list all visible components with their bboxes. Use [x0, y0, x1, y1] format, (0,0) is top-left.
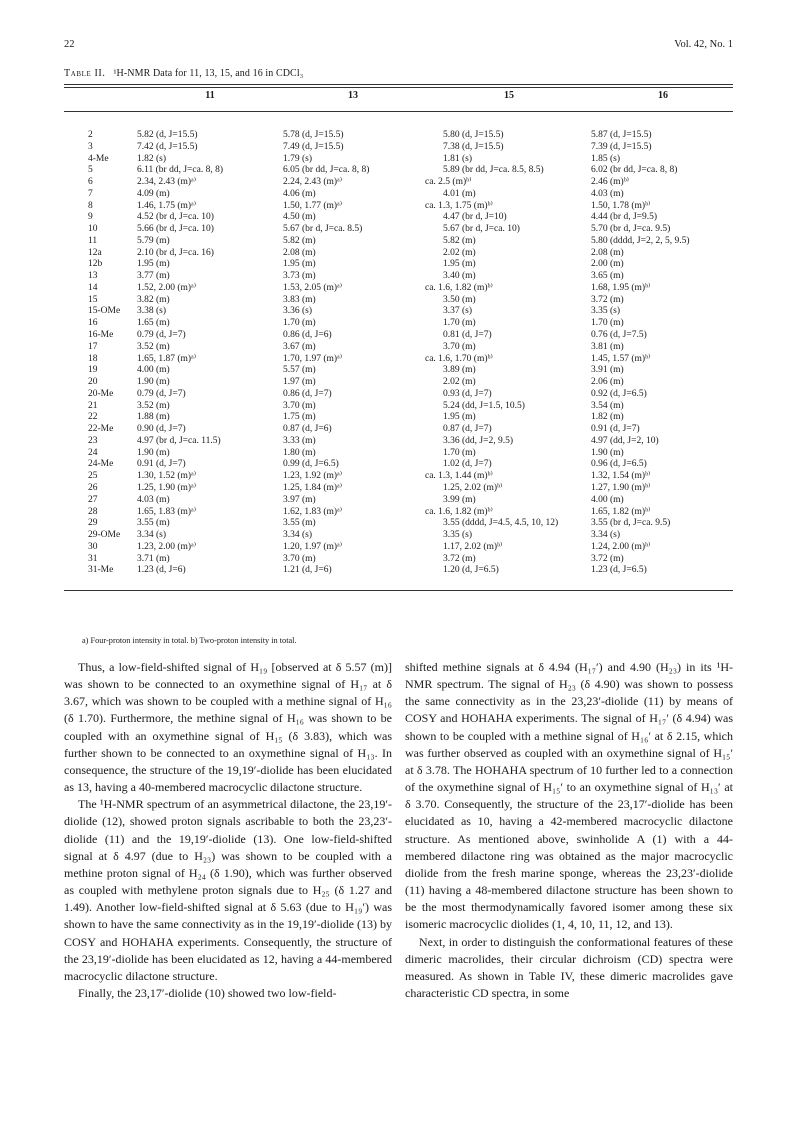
shift-cell-15: 3.99 (m): [443, 494, 476, 505]
shift-cell-15: 1.95 (m): [443, 259, 476, 270]
shift-cell-16: 4.03 (m): [591, 188, 624, 199]
table-top-rule-double: [64, 87, 733, 88]
table-row: [64, 224, 733, 236]
position-cell: 25: [88, 471, 98, 482]
table-row: [64, 248, 733, 260]
position-cell: 15-OMe: [88, 306, 121, 317]
shift-cell-11: 3.38 (s): [137, 306, 167, 317]
shift-cell-15: 0.87 (d, J=7): [443, 424, 492, 435]
shift-cell-16: 1.32, 1.54 (m)ᵇ⁾: [591, 471, 651, 482]
shift-cell-15: 1.02 (d, J=7): [443, 459, 492, 470]
shift-cell-15: ca. 1.6, 1.70 (m)ᵇ⁾: [425, 353, 493, 364]
shift-cell-15: 5.67 (br d, J=ca. 10): [443, 224, 520, 235]
shift-cell-13: 1.25, 1.84 (m)ᵃ⁾: [283, 482, 343, 493]
shift-cell-11: 4.97 (br d, J=ca. 11.5): [137, 435, 221, 446]
shift-cell-15: 3.72 (m): [443, 553, 476, 564]
table-row: [64, 518, 733, 530]
table-header: [64, 90, 733, 104]
shift-cell-16: 5.80 (dddd, J=2, 2, 5, 9.5): [591, 235, 690, 246]
shift-cell-15: 3.55 (dddd, J=4.5, 4.5, 10, 12): [443, 518, 559, 529]
position-cell: 13: [88, 271, 98, 282]
shift-cell-13: 5.82 (m): [283, 235, 316, 246]
position-cell: 31-Me: [88, 565, 114, 576]
shift-cell-16: 3.65 (m): [591, 271, 624, 282]
shift-cell-13: 1.95 (m): [283, 259, 316, 270]
table-row: [64, 448, 733, 460]
table-row: [64, 154, 733, 166]
table-row: [64, 177, 733, 189]
table-row: [64, 389, 733, 401]
shift-cell-11: 3.52 (m): [137, 341, 170, 352]
shift-cell-11: 3.52 (m): [137, 400, 170, 411]
shift-cell-11: 4.00 (m): [137, 365, 170, 376]
position-cell: 18: [88, 353, 98, 364]
body-column-left: [64, 659, 392, 1002]
shift-cell-15: 2.02 (m): [443, 377, 476, 388]
table-row: [64, 412, 733, 424]
shift-cell-11: 3.34 (s): [137, 530, 167, 541]
shift-cell-15: 5.24 (dd, J=1.5, 10.5): [443, 400, 525, 411]
table-row: [64, 377, 733, 389]
table-row: [64, 530, 733, 542]
shift-cell-11: 1.82 (s): [137, 153, 167, 164]
table-row: [64, 365, 733, 377]
shift-cell-16: 3.34 (s): [591, 530, 621, 541]
shift-cell-13: 1.50, 1.77 (m)ᵃ⁾: [283, 200, 343, 211]
shift-cell-11: 0.91 (d, J=7): [137, 459, 186, 470]
shift-cell-15: 4.47 (br d, J=10): [443, 212, 507, 223]
body-paragraph: shifted methine signals at δ 4.94 (H₁₇′) and 4.90 (H₂₃) in its ¹H-NMR spectrum. The signal of H₂₃ (δ 4.90) was shown to possess the same connectivity as in the 23,23′-diolide (11) by means of COSY and HOHAHA experiments. The signal of H₁₇′ (δ 4.94) was shown to be coupled with a methine signal of H₁₆′ at δ 2.15, which was further observed as coupled with an oxymethine signal of H₁₅′ at δ 3.78. The HOHAHA spectrum of 10 further led to a connection of the oxymethine signal of H₁₅′ to an oxymethine signal of H₁₃′ at δ 3.70. Consequently, the structure of the 23,17′-diolide has been elucidated as 10, having a 42-membered macrocyclic dilactone structure. As mentioned above, swinholide A (1) with a 44-membered dilactone ring was obtained as the major macrocyclic diolide from the fresh marine sponge, whereas the 23,23′-diolide (11) having a 48-membered dilactone structure has been shown to be the most thermodynamically favored isomer among these six isomeric macrocyclic diolides (1, 4, 10, 11, 12, and 13).: [405, 660, 733, 932]
shift-cell-11: 1.30, 1.52 (m)ᵃ⁾: [137, 471, 197, 482]
shift-cell-15: 3.35 (s): [443, 530, 473, 541]
shift-cell-11: 1.52, 2.00 (m)ᵃ⁾: [137, 282, 197, 293]
table-row: [64, 507, 733, 519]
shift-cell-11: 1.46, 1.75 (m)ᵃ⁾: [137, 200, 197, 211]
shift-cell-15: 3.50 (m): [443, 294, 476, 305]
position-cell: 14: [88, 282, 98, 293]
shift-cell-13: 3.34 (s): [283, 530, 313, 541]
shift-cell-13: 4.06 (m): [283, 188, 316, 199]
shift-cell-13: 1.62, 1.83 (m)ᵃ⁾: [283, 506, 343, 517]
table-bottom-rule: [64, 590, 733, 591]
shift-cell-16: 1.50, 1.78 (m)ᵇ⁾: [591, 200, 651, 211]
body-paragraph: Next, in order to distinguish the conformational features of these dimeric macrolides, their circular dichroism (CD) spectra were measured. As shown in Table IV, these dimeric macrolides gave characteristic CD spectra, in some: [405, 934, 733, 1000]
shift-cell-16: 0.92 (d, J=6.5): [591, 388, 647, 399]
shift-cell-15: 1.25, 2.02 (m)ᵇ⁾: [443, 482, 503, 493]
shift-cell-11: 1.25, 1.90 (m)ᵃ⁾: [137, 482, 197, 493]
position-cell: 4-Me: [88, 153, 109, 164]
shift-cell-11: 1.23, 2.00 (m)ᵃ⁾: [137, 541, 197, 552]
shift-cell-16: 0.91 (d, J=7): [591, 424, 640, 435]
position-cell: 20-Me: [88, 388, 114, 399]
shift-cell-13: 0.87 (d, J=6): [283, 424, 332, 435]
position-cell: 16-Me: [88, 330, 114, 341]
table-row: [64, 212, 733, 224]
table-row: [64, 401, 733, 413]
table-row: [64, 436, 733, 448]
body-paragraph: Finally, the 23,17′-diolide (10) showed two low-field-: [78, 985, 337, 1000]
shift-cell-13: 3.70 (m): [283, 400, 316, 411]
table-row: [64, 259, 733, 271]
shift-cell-13: 5.67 (br d, J=ca. 8.5): [283, 224, 363, 235]
position-cell: 24: [88, 447, 98, 458]
column-header-16: 16: [658, 90, 668, 101]
shift-cell-16: 1.45, 1.57 (m)ᵇ⁾: [591, 353, 651, 364]
position-cell: 7: [88, 188, 93, 199]
position-cell: 28: [88, 506, 98, 517]
position-cell: 29: [88, 518, 98, 529]
shift-cell-11: 1.65, 1.83 (m)ᵃ⁾: [137, 506, 197, 517]
position-cell: 8: [88, 200, 93, 211]
shift-cell-11: 7.42 (d, J=15.5): [137, 141, 198, 152]
position-cell: 19: [88, 365, 98, 376]
table-row: [64, 318, 733, 330]
position-cell: 15: [88, 294, 98, 305]
table-row: [64, 542, 733, 554]
position-cell: 21: [88, 400, 98, 411]
table-row: [64, 342, 733, 354]
shift-cell-15: ca. 1.6, 1.82 (m)ᵇ⁾: [425, 282, 493, 293]
table-row: [64, 424, 733, 436]
shift-cell-15: 3.37 (s): [443, 306, 473, 317]
shift-cell-16: 2.06 (m): [591, 377, 624, 388]
shift-cell-15: 5.82 (m): [443, 235, 476, 246]
shift-cell-15: 5.89 (br dd, J=ca. 8.5, 8.5): [443, 165, 544, 176]
table-row: [64, 165, 733, 177]
position-cell: 27: [88, 494, 98, 505]
shift-cell-15: 3.70 (m): [443, 341, 476, 352]
shift-cell-13: 1.70 (m): [283, 318, 316, 329]
shift-cell-13: 0.99 (d, J=6.5): [283, 459, 339, 470]
shift-cell-13: 3.55 (m): [283, 518, 316, 529]
table-row: [64, 459, 733, 471]
shift-cell-16: 3.54 (m): [591, 400, 624, 411]
table-footnote: a) Four-proton intensity in total. b) Two-proton intensity in total.: [82, 636, 297, 645]
shift-cell-11: 1.90 (m): [137, 447, 170, 458]
table-row: [64, 471, 733, 483]
body-paragraph: The ¹H-NMR spectrum of an asymmetrical dilactone, the 23,19′-diolide (12), showed proton signals ascribable to both the 23,23′-diolide (11) and the 19,19′-diolide (13). One low-field-shifted signal at δ 4.97 (due to H₂₃) was shown to be coupled with a methine proton signal of H₂₄ (δ 1.90), which was further observed as coupled with methylene proton signals due to H₂₅ (δ 1.27 and 1.49). Another low-field-shifted signal at δ 5.63 (due to H₁₉′) was shown to have the same connectivity as in the 19,19′-diolide (13) by COSY and HOHAHA experiments. Consequently, the structure of the 23,19′-diolide has been elucidated as 12, having a 44-membered macrocyclic dilactone structure.: [64, 797, 392, 983]
table-row: [64, 283, 733, 295]
shift-cell-16: 1.23 (d, J=6.5): [591, 565, 647, 576]
shift-cell-15: 1.81 (s): [443, 153, 473, 164]
position-cell: 11: [88, 235, 98, 246]
position-cell: 6: [88, 177, 93, 188]
shift-cell-16: 5.87 (d, J=15.5): [591, 130, 652, 140]
table-row: [64, 483, 733, 495]
shift-cell-13: 1.80 (m): [283, 447, 316, 458]
shift-cell-11: 1.23 (d, J=6): [137, 565, 186, 576]
shift-cell-11: 5.82 (d, J=15.5): [137, 130, 198, 140]
shift-cell-13: 3.36 (s): [283, 306, 313, 317]
shift-cell-16: 3.72 (m): [591, 294, 624, 305]
shift-cell-13: 5.78 (d, J=15.5): [283, 130, 344, 140]
position-cell: 30: [88, 541, 98, 552]
shift-cell-16: 1.68, 1.95 (m)ᵇ⁾: [591, 282, 651, 293]
table-row: [64, 236, 733, 248]
table-row: [64, 330, 733, 342]
shift-cell-11: 1.88 (m): [137, 412, 170, 423]
shift-cell-15: 1.70 (m): [443, 447, 476, 458]
shift-cell-16: 0.76 (d, J=7.5): [591, 330, 647, 341]
shift-cell-11: 3.55 (m): [137, 518, 170, 529]
table-caption: [64, 68, 303, 79]
shift-cell-16: 4.44 (br d, J=9.5): [591, 212, 658, 223]
position-cell: 22-Me: [88, 424, 114, 435]
shift-cell-13: 1.20, 1.97 (m)ᵃ⁾: [283, 541, 343, 552]
shift-cell-13: 3.97 (m): [283, 494, 316, 505]
shift-cell-15: 3.36 (dd, J=2, 9.5): [443, 435, 514, 446]
shift-cell-13: 3.67 (m): [283, 341, 316, 352]
shift-cell-15: 1.95 (m): [443, 412, 476, 423]
shift-cell-13: 0.86 (d, J=6): [283, 330, 332, 341]
position-cell: 12b: [88, 259, 103, 270]
shift-cell-16: 5.70 (br d, J=ca. 9.5): [591, 224, 671, 235]
shift-cell-15: ca. 1.3, 1.44 (m)ᵇ⁾: [425, 471, 493, 482]
table-row: [64, 271, 733, 283]
shift-cell-16: 1.82 (m): [591, 412, 624, 423]
shift-cell-11: 1.65, 1.87 (m)ᵃ⁾: [137, 353, 197, 364]
running-head: [64, 39, 733, 53]
shift-cell-16: 3.81 (m): [591, 341, 624, 352]
shift-cell-15: 0.81 (d, J=7): [443, 330, 492, 341]
shift-cell-13: 0.86 (d, J=7): [283, 388, 332, 399]
shift-cell-16: 1.24, 2.00 (m)ᵇ⁾: [591, 541, 651, 552]
shift-cell-11: 4.03 (m): [137, 494, 170, 505]
shift-cell-16: 6.02 (br dd, J=ca. 8, 8): [591, 165, 678, 176]
shift-cell-13: 2.08 (m): [283, 247, 316, 258]
shift-cell-13: 1.53, 2.05 (m)ᵃ⁾: [283, 282, 343, 293]
shift-cell-13: 1.70, 1.97 (m)ᵃ⁾: [283, 353, 343, 364]
table-row: [64, 142, 733, 154]
shift-cell-15: 5.80 (d, J=15.5): [443, 130, 504, 140]
shift-cell-11: 3.77 (m): [137, 271, 170, 282]
shift-cell-11: 0.79 (d, J=7): [137, 330, 186, 341]
shift-cell-16: 4.97 (dd, J=2, 10): [591, 435, 659, 446]
shift-cell-15: ca. 1.3, 1.75 (m)ᵇ⁾: [425, 200, 493, 211]
table-row: [64, 130, 733, 142]
body-column-right: [405, 659, 733, 1002]
table-row: [64, 354, 733, 366]
table-title: ¹H-NMR Data for 11, 13, 15, and 16 in CDCl₃: [113, 68, 304, 79]
shift-cell-11: 5.66 (br d, J=ca. 10): [137, 224, 214, 235]
table-row: [64, 554, 733, 566]
table-label: Table II.: [64, 68, 106, 79]
shift-cell-13: 4.50 (m): [283, 212, 316, 223]
shift-cell-16: 0.96 (d, J=6.5): [591, 459, 647, 470]
position-cell: 26: [88, 482, 98, 493]
shift-cell-13: 5.57 (m): [283, 365, 316, 376]
shift-cell-16: 3.72 (m): [591, 553, 624, 564]
body-paragraph: Thus, a low-field-shifted signal of H₁₉ [observed at δ 5.57 (m)] was shown to be connected to an oxymethine signal of H₁₇ at δ 3.67, which was shown to be coupled with a methine signal of H₁₆ (δ 1.70). Furthermore, the methine signal of H₁₆ was shown to be coupled with an oxymethine signal of H₁₅ (δ 3.83), which was further shown to be connected to an oxymethine signal of H₁₃. In consequence, the structure of the 19,19′-diolide has been elucidated as 13, having a 40-membered macrocyclic dilactone structure.: [64, 660, 392, 795]
position-cell: 22: [88, 412, 98, 423]
table-row: [64, 306, 733, 318]
table-row: [64, 295, 733, 307]
nmr-data-table: [64, 130, 733, 577]
shift-cell-13: 1.75 (m): [283, 412, 316, 423]
shift-cell-11: 6.11 (br dd, J=ca. 8, 8): [137, 165, 224, 176]
shift-cell-13: 3.33 (m): [283, 435, 316, 446]
position-cell: 29-OMe: [88, 530, 121, 541]
shift-cell-15: 3.89 (m): [443, 365, 476, 376]
table-header-rule: [64, 111, 733, 112]
shift-cell-13: 3.83 (m): [283, 294, 316, 305]
shift-cell-15: 1.20 (d, J=6.5): [443, 565, 499, 576]
shift-cell-16: 4.00 (m): [591, 494, 624, 505]
journal-volume: Vol. 42, No. 1: [674, 39, 733, 50]
shift-cell-15: ca. 1.6, 1.82 (m)ᵇ⁾: [425, 506, 493, 517]
position-cell: 3: [88, 141, 93, 152]
table-row: [64, 201, 733, 213]
position-cell: 10: [88, 224, 98, 235]
column-header-11: 11: [205, 90, 215, 101]
shift-cell-11: 1.95 (m): [137, 259, 170, 270]
shift-cell-15: 7.38 (d, J=15.5): [443, 141, 504, 152]
shift-cell-13: 1.23, 1.92 (m)ᵃ⁾: [283, 471, 343, 482]
shift-cell-16: 3.55 (br d, J=ca. 9.5): [591, 518, 671, 529]
shift-cell-11: 2.34, 2.43 (m)ᵃ⁾: [137, 177, 197, 188]
position-cell: 23: [88, 435, 98, 446]
column-header-13: 13: [348, 90, 358, 101]
shift-cell-13: 1.21 (d, J=6): [283, 565, 332, 576]
shift-cell-16: 2.08 (m): [591, 247, 624, 258]
shift-cell-13: 3.73 (m): [283, 271, 316, 282]
shift-cell-15: 3.40 (m): [443, 271, 476, 282]
shift-cell-15: 0.93 (d, J=7): [443, 388, 492, 399]
position-cell: 9: [88, 212, 93, 223]
position-cell: 20: [88, 377, 98, 388]
position-cell: 31: [88, 553, 98, 564]
shift-cell-11: 2.10 (br d, J=ca. 16): [137, 247, 214, 258]
shift-cell-11: 1.90 (m): [137, 377, 170, 388]
shift-cell-16: 1.65, 1.82 (m)ᵇ⁾: [591, 506, 651, 517]
shift-cell-13: 1.79 (s): [283, 153, 313, 164]
table-row: [64, 565, 733, 577]
shift-cell-13: 6.05 (br dd, J=ca. 8, 8): [283, 165, 370, 176]
shift-cell-11: 3.82 (m): [137, 294, 170, 305]
shift-cell-16: 1.90 (m): [591, 447, 624, 458]
shift-cell-11: 3.71 (m): [137, 553, 170, 564]
shift-cell-16: 1.85 (s): [591, 153, 621, 164]
shift-cell-11: 4.52 (br d, J=ca. 10): [137, 212, 214, 223]
shift-cell-16: 7.39 (d, J=15.5): [591, 141, 652, 152]
position-cell: 12a: [88, 247, 102, 258]
position-cell: 5: [88, 165, 93, 176]
shift-cell-11: 4.09 (m): [137, 188, 170, 199]
position-cell: 16: [88, 318, 98, 329]
shift-cell-16: 2.46 (m)ᵇ⁾: [591, 177, 629, 188]
shift-cell-15: 1.70 (m): [443, 318, 476, 329]
position-cell: 24-Me: [88, 459, 114, 470]
position-cell: 2: [88, 130, 93, 140]
shift-cell-15: 1.17, 2.02 (m)ᵇ⁾: [443, 541, 503, 552]
table-row: [64, 189, 733, 201]
shift-cell-13: 7.49 (d, J=15.5): [283, 141, 344, 152]
shift-cell-15: ca. 2.5 (m)ᵇ⁾: [425, 177, 472, 188]
shift-cell-15: 4.01 (m): [443, 188, 476, 199]
shift-cell-16: 1.70 (m): [591, 318, 624, 329]
shift-cell-11: 0.90 (d, J=7): [137, 424, 186, 435]
column-header-15: 15: [504, 90, 514, 101]
position-cell: 17: [88, 341, 98, 352]
shift-cell-11: 0.79 (d, J=7): [137, 388, 186, 399]
shift-cell-13: 1.97 (m): [283, 377, 316, 388]
page-number: 22: [64, 39, 75, 50]
table-row: [64, 495, 733, 507]
shift-cell-16: 3.35 (s): [591, 306, 621, 317]
shift-cell-11: 5.79 (m): [137, 235, 170, 246]
shift-cell-16: 2.00 (m): [591, 259, 624, 270]
shift-cell-13: 3.70 (m): [283, 553, 316, 564]
shift-cell-16: 3.91 (m): [591, 365, 624, 376]
table-top-rule: [64, 84, 733, 85]
shift-cell-13: 2.24, 2.43 (m)ᵃ⁾: [283, 177, 343, 188]
shift-cell-16: 1.27, 1.90 (m)ᵇ⁾: [591, 482, 651, 493]
shift-cell-15: 2.02 (m): [443, 247, 476, 258]
shift-cell-11: 1.65 (m): [137, 318, 170, 329]
